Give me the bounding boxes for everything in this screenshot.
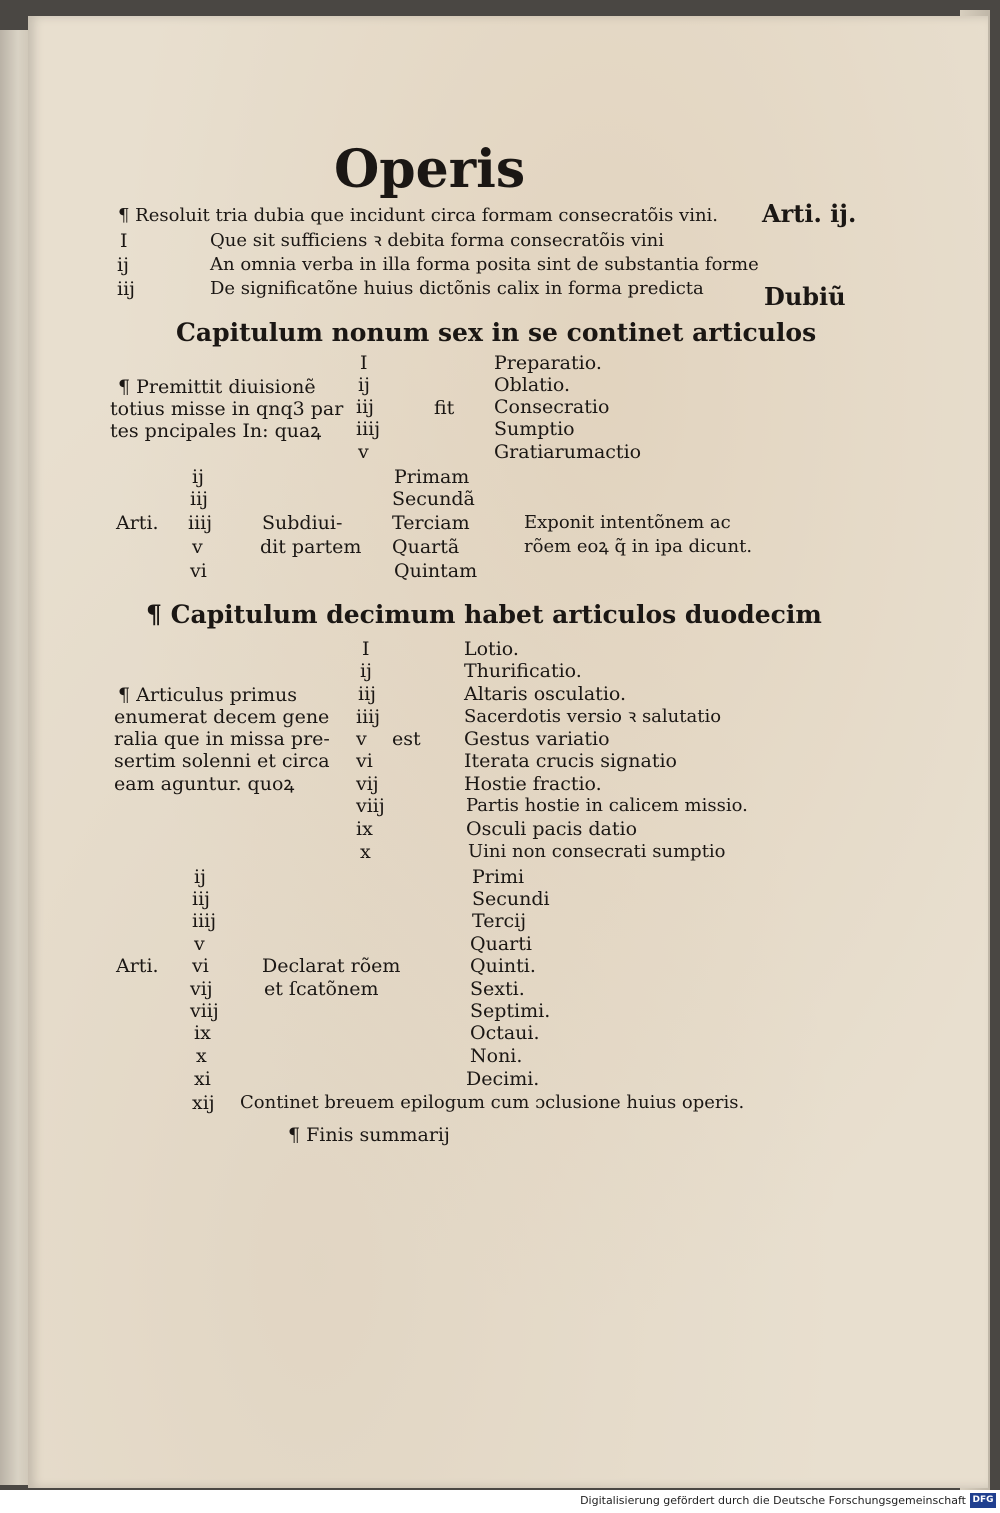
ch10-art-num: xi: [194, 1068, 211, 1090]
ch10-item: Partis hostie in calicem missio.: [466, 795, 748, 816]
ch9-part: Secundã: [392, 488, 475, 510]
ch9-subdiv: Subdiui-: [262, 512, 343, 534]
ch10-ordinal: Septimi.: [470, 1000, 551, 1022]
ch10-art-num: ix: [194, 1022, 211, 1044]
res-num: ij: [117, 254, 129, 276]
ch10-item: Altaris osculatio.: [464, 683, 627, 705]
ch9-art-num: ij: [192, 466, 204, 488]
ch10-ordinal: Octaui.: [470, 1022, 540, 1044]
footer-credit-text: Digitalisierung gefördert durch die Deutsche Forschungsgemeinschaft: [580, 1494, 966, 1507]
ch9-art-num: vi: [190, 560, 207, 582]
ch10-art-label: Arti.: [116, 955, 159, 977]
ch9-item: Sumptio: [494, 418, 575, 440]
ch9-subdiv: dit partem: [260, 536, 362, 558]
ch9-part: Primam: [394, 466, 470, 488]
ch9-part: Terciam: [392, 512, 470, 534]
ch9-art-num: v: [192, 536, 203, 558]
res-line: De significatõne huius dictõnis calix in forma predicta: [210, 278, 704, 299]
ch10-num: iij: [358, 683, 377, 705]
page-heading: Operis: [334, 139, 526, 200]
ch10-num: iiij: [356, 706, 381, 728]
ch10-art-num: vij: [190, 978, 213, 1000]
resolution-intro: ¶ Resoluit tria dubia que incidunt circa formam consecratõis vini.: [118, 205, 719, 226]
ch10-item: Uini non consecrati sumptio: [468, 841, 726, 862]
ch9-verb: fit: [434, 397, 455, 419]
ch9-num: v: [358, 441, 369, 463]
chapter-9-title: Capitulum nonum sex in se continet articulos: [176, 318, 817, 347]
ch10-item: Iterata crucis signatio: [464, 750, 677, 772]
ch10-art-num: iij: [192, 888, 211, 910]
ch10-verb: est: [392, 728, 421, 750]
ch9-part: Quintam: [394, 560, 478, 582]
ch10-art-num: xij: [192, 1092, 215, 1114]
ch10-declarat: et ſcatõnem: [264, 978, 379, 1000]
ch10-item: Hostie fractio.: [464, 773, 602, 795]
dfg-logo-icon: DFG: [970, 1493, 996, 1508]
ch9-num: iij: [356, 396, 375, 418]
ch9-art-label: Arti.: [116, 512, 159, 534]
res-num: I: [120, 230, 128, 252]
ch10-item: Lotio.: [464, 638, 519, 660]
ch10-ordinal: Noni.: [470, 1045, 523, 1067]
ch10-ordinal: Sexti.: [470, 978, 525, 1000]
ch9-art-num: iij: [190, 488, 209, 510]
ch9-item: Gratiarumactio: [494, 441, 642, 463]
ch10-art-num: ij: [194, 866, 206, 888]
ch10-intro-line: eam aguntur. quoꝝ: [114, 773, 295, 795]
ch9-intro-line: totius misse in qnq3 par: [110, 398, 344, 420]
side-label-dubium: Dubiũ: [764, 282, 846, 311]
ch10-ordinal: Decimi.: [466, 1068, 540, 1090]
ch10-epilogue: Continet breuem epilogum cum ɔclusione huius operis.: [240, 1092, 745, 1113]
chapter-10-title: ¶ Capitulum decimum habet articulos duodecim: [146, 600, 822, 629]
ch10-ordinal: Primi: [472, 866, 525, 888]
ch10-item: Gestus variatio: [464, 728, 610, 750]
digitization-footer: [0, 1490, 1000, 1513]
ch9-exponit: Exponit intentõnem ac: [524, 512, 731, 533]
ch10-ordinal: Quinti.: [470, 955, 536, 977]
ch10-art-num: viij: [190, 1000, 219, 1022]
ch10-item: Osculi pacis datio: [466, 818, 638, 840]
ch10-item: Sacerdotis versio ꝛ salutatio: [464, 706, 722, 727]
ch10-intro-line: enumerat decem gene: [114, 706, 330, 728]
ch10-num: viij: [356, 795, 385, 817]
ch9-num: ij: [358, 374, 370, 396]
ch9-exponit: rõem eoꝝ q̃ in ipa dicunt.: [524, 536, 753, 557]
res-num: iij: [117, 278, 136, 300]
ch10-num: vij: [356, 773, 379, 795]
ch10-num: I: [362, 638, 370, 660]
ch10-item: Thurificatio.: [464, 660, 582, 682]
ch10-intro-line: ralia que in missa pre-: [114, 728, 330, 750]
ch9-num: I: [360, 352, 368, 374]
ch10-art-num: iiij: [192, 910, 217, 932]
ch10-num: v: [356, 728, 367, 750]
ch9-art-num: iiij: [188, 512, 213, 534]
ch10-num: vi: [356, 750, 373, 772]
res-line: An omnia verba in illa forma posita sint de substantia forme: [210, 254, 759, 275]
finis-summarij: ¶ Finis summarij: [288, 1124, 450, 1146]
ch10-intro-line: ¶ Articulus primus: [118, 684, 297, 706]
res-line: Que sit sufficiens ꝛ debita forma consecratõis vini: [210, 230, 664, 251]
ch10-intro-line: sertim solenni et circa: [114, 750, 330, 772]
ch10-declarat: Declarat rõem: [262, 955, 401, 977]
ch9-item: Oblatio.: [494, 374, 570, 396]
ch10-ordinal: Tercij: [472, 910, 527, 932]
ch10-art-num: vi: [192, 955, 209, 977]
ch10-num: x: [360, 841, 371, 863]
ch10-art-num: x: [196, 1045, 207, 1067]
ch9-intro-line: ¶ Premittit diuisionẽ: [118, 376, 316, 398]
facing-page-edge: [0, 30, 30, 1485]
ch9-item: Preparatio.: [494, 352, 602, 374]
ch10-art-num: v: [194, 933, 205, 955]
ch9-intro-line: tes pncipales In: quaꝝ: [110, 420, 322, 442]
ch10-num: ij: [360, 660, 372, 682]
ch10-num: ix: [356, 818, 373, 840]
ch9-num: iiij: [356, 418, 381, 440]
ch9-item: Consecratio: [494, 396, 610, 418]
ch9-part: Quartã: [392, 536, 460, 558]
ch10-ordinal: Secundi: [472, 888, 550, 910]
side-label-arti: Arti. ij.: [762, 199, 857, 228]
ch10-ordinal: Quarti: [470, 933, 532, 955]
